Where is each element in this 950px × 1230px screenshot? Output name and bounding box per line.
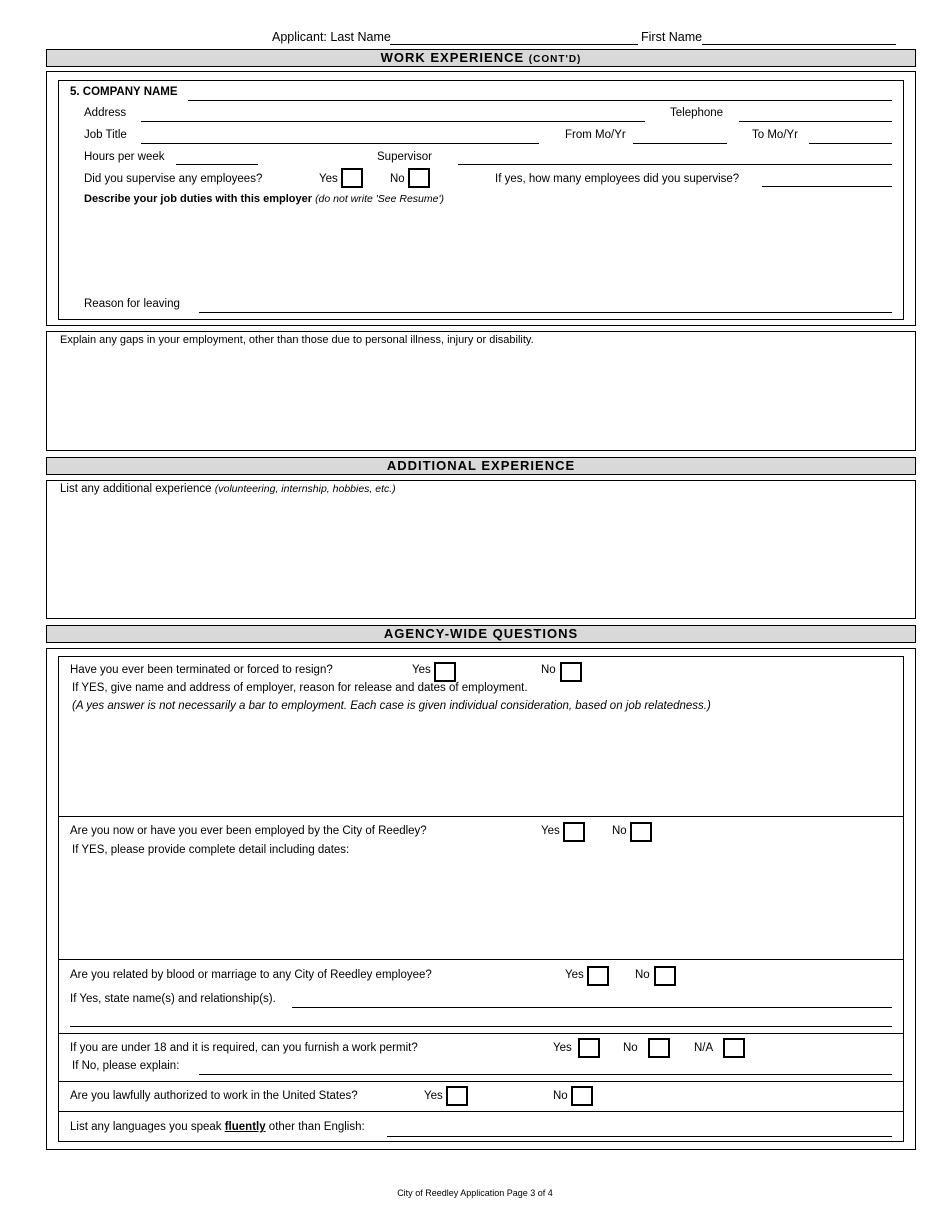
q6-languages-field[interactable] bbox=[387, 1136, 892, 1137]
q2-yes-label: Yes bbox=[541, 825, 560, 837]
q1-question: Have you ever been terminated or forced to resign? bbox=[70, 664, 333, 676]
q3-relationship-field-2[interactable] bbox=[70, 1026, 892, 1027]
q2-textarea[interactable] bbox=[72, 862, 892, 954]
how-many-label: If yes, how many employees did you supervise? bbox=[495, 173, 740, 185]
hours-label: Hours per week bbox=[84, 151, 165, 163]
q6-question-prefix: List any languages you speak bbox=[70, 1121, 225, 1133]
q1-followup: If YES, give name and address of employer, reason for release and dates of employment. bbox=[72, 682, 528, 694]
work-experience-title-suffix: (CONT'D) bbox=[528, 54, 582, 65]
q4-question: If you are under 18 and it is required, can you furnish a work permit? bbox=[70, 1042, 418, 1054]
last-name-field[interactable] bbox=[390, 44, 638, 45]
q5-yes-checkbox[interactable] bbox=[446, 1086, 468, 1106]
gaps-label: Explain any gaps in your employment, other than those due to personal illness, injury or disability. bbox=[60, 334, 534, 346]
q6-question bbox=[70, 1121, 365, 1133]
q5-no-checkbox[interactable] bbox=[571, 1086, 593, 1106]
q1-no-label: No bbox=[541, 664, 556, 676]
q4-na-label: N/A bbox=[694, 1042, 714, 1054]
q2-no-checkbox[interactable] bbox=[630, 822, 652, 842]
telephone-field[interactable] bbox=[739, 121, 892, 122]
job-title-field[interactable] bbox=[141, 143, 539, 144]
supervisor-field[interactable] bbox=[458, 164, 892, 165]
q3-followup: If Yes, state name(s) and relationship(s). bbox=[70, 993, 276, 1005]
telephone-label: Telephone bbox=[670, 107, 724, 119]
hours-field[interactable] bbox=[176, 164, 258, 165]
reason-label: Reason for leaving bbox=[84, 298, 180, 310]
gaps-textarea[interactable] bbox=[60, 352, 900, 446]
q4-yes-label: Yes bbox=[553, 1042, 572, 1054]
work-experience-header bbox=[46, 49, 916, 67]
q2-followup: If YES, please provide complete detail including dates: bbox=[72, 844, 350, 856]
company-name-field[interactable] bbox=[188, 100, 892, 101]
q4-explain-field[interactable] bbox=[199, 1074, 892, 1075]
q4-no-checkbox[interactable] bbox=[648, 1038, 670, 1058]
reason-field[interactable] bbox=[199, 312, 892, 313]
additional-experience-label-row bbox=[60, 483, 396, 495]
supervise-yes-checkbox[interactable] bbox=[341, 168, 363, 188]
q2-no-label: No bbox=[612, 825, 627, 837]
q2-question: Are you now or have you ever been employed by the City of Reedley? bbox=[70, 825, 427, 837]
q4-na-checkbox[interactable] bbox=[723, 1038, 745, 1058]
supervise-question: Did you supervise any employees? bbox=[84, 173, 263, 185]
additional-experience-title: ADDITIONAL EXPERIENCE bbox=[386, 458, 576, 473]
q6-question-emph: fluently bbox=[224, 1121, 266, 1133]
q4-yes-checkbox[interactable] bbox=[578, 1038, 600, 1058]
additional-experience-textarea[interactable] bbox=[60, 500, 900, 612]
q3-yes-label: Yes bbox=[565, 969, 584, 981]
to-date-field[interactable] bbox=[809, 143, 892, 144]
additional-experience-note: (volunteering, internship, hobbies, etc.) bbox=[214, 483, 396, 495]
divider bbox=[58, 1033, 904, 1034]
q3-no-label: No bbox=[635, 969, 650, 981]
duties-label-row bbox=[84, 193, 444, 205]
q5-no-label: No bbox=[553, 1090, 568, 1102]
first-name-field[interactable] bbox=[702, 44, 896, 45]
duties-label: Describe your job duties with this employer bbox=[84, 193, 312, 205]
first-name-label: First Name bbox=[641, 30, 703, 44]
divider bbox=[58, 816, 904, 817]
q3-relationship-field[interactable] bbox=[292, 1007, 892, 1008]
q1-yes-checkbox[interactable] bbox=[434, 662, 456, 682]
q1-no-checkbox[interactable] bbox=[560, 662, 582, 682]
how-many-field[interactable] bbox=[762, 186, 892, 187]
supervise-yes-label: Yes bbox=[319, 173, 338, 185]
q6-question-suffix: other than English: bbox=[265, 1121, 365, 1133]
divider bbox=[58, 959, 904, 960]
duties-textarea[interactable] bbox=[84, 210, 892, 295]
q4-no-label: No bbox=[623, 1042, 638, 1054]
q3-question: Are you related by blood or marriage to any City of Reedley employee? bbox=[70, 969, 432, 981]
q1-yes-label: Yes bbox=[412, 664, 431, 676]
q2-yes-checkbox[interactable] bbox=[563, 822, 585, 842]
supervisor-label: Supervisor bbox=[377, 151, 432, 163]
agency-questions-header bbox=[46, 625, 916, 643]
additional-experience-label: List any additional experience bbox=[60, 483, 212, 495]
q4-followup: If No, please explain: bbox=[72, 1060, 180, 1072]
q3-no-checkbox[interactable] bbox=[654, 966, 676, 986]
address-field[interactable] bbox=[141, 121, 645, 122]
last-name-label: Applicant: Last Name bbox=[272, 30, 391, 44]
from-date-label: From Mo/Yr bbox=[565, 129, 626, 141]
work-experience-title: WORK EXPERIENCE bbox=[380, 50, 525, 65]
additional-experience-header bbox=[46, 457, 916, 475]
supervise-no-label: No bbox=[390, 173, 405, 185]
supervise-no-checkbox[interactable] bbox=[408, 168, 430, 188]
q5-yes-label: Yes bbox=[424, 1090, 443, 1102]
company-name-label: 5. COMPANY NAME bbox=[70, 86, 178, 98]
agency-questions-title: AGENCY-WIDE QUESTIONS bbox=[383, 626, 579, 641]
address-label: Address bbox=[84, 107, 127, 119]
to-date-label: To Mo/Yr bbox=[752, 129, 799, 141]
q1-note: (A yes answer is not necessarily a bar to employment. Each case is given individual consideration, based on job relatedness.) bbox=[72, 700, 711, 712]
page-footer: City of Reedley Application Page 3 of 4 bbox=[397, 1188, 553, 1198]
duties-note: (do not write 'See Resume') bbox=[315, 193, 444, 205]
q3-yes-checkbox[interactable] bbox=[587, 966, 609, 986]
from-date-field[interactable] bbox=[633, 143, 727, 144]
divider bbox=[58, 1081, 904, 1082]
job-title-label: Job Title bbox=[84, 129, 127, 141]
q1-textarea[interactable] bbox=[72, 718, 892, 812]
divider bbox=[58, 1111, 904, 1112]
q5-question: Are you lawfully authorized to work in the United States? bbox=[70, 1090, 358, 1102]
